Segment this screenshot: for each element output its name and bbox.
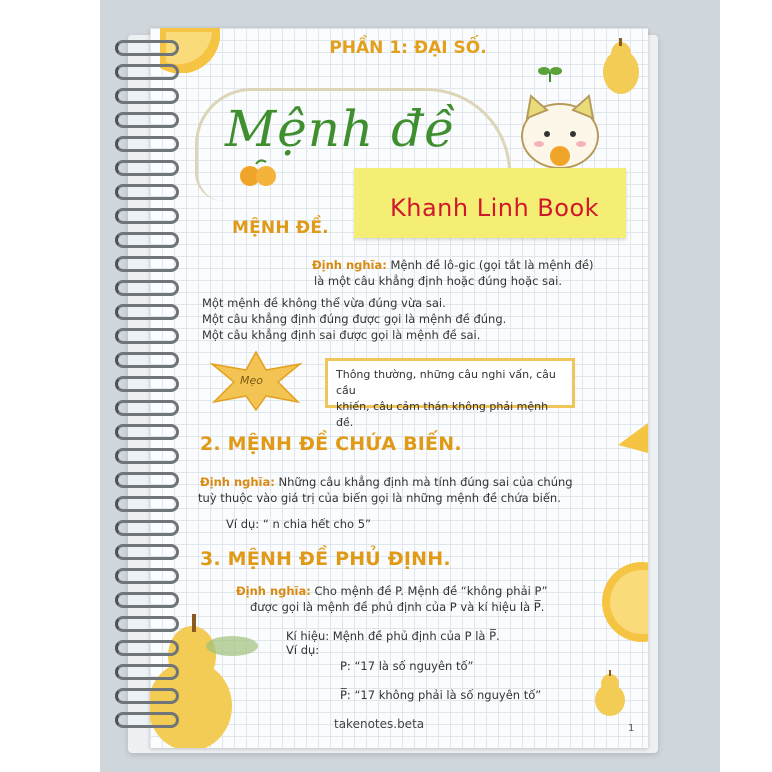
- spiral-ring: [115, 520, 179, 536]
- spiral-ring: [115, 88, 179, 104]
- spiral-ring: [115, 280, 179, 296]
- spiral-ring: [115, 184, 179, 200]
- spiral-ring: [115, 568, 179, 584]
- definition-text: là một câu khẳng định hoặc đúng hoặc sai.: [314, 274, 563, 288]
- section-heading: MỆNH ĐỀ.: [232, 218, 329, 238]
- spiral-ring: [115, 688, 179, 704]
- list-item: Một câu khẳng định sai được gọi là mệnh đề sai.: [202, 328, 481, 342]
- cat-illustration-icon: [515, 90, 605, 170]
- spiral-ring: [115, 160, 179, 176]
- spiral-ring: [115, 400, 179, 416]
- notebook-page: [150, 28, 648, 748]
- definition-line: [312, 257, 594, 273]
- definition-line: [236, 583, 548, 599]
- example-label: Ví dụ:: [286, 643, 320, 657]
- definition-line: [200, 474, 573, 490]
- spiral-ring: [115, 376, 179, 392]
- spiral-ring: [115, 352, 179, 368]
- list-item: Một câu khẳng định đúng được gọi là mệnh đề đúng.: [202, 312, 507, 326]
- pear-icon: [598, 36, 644, 96]
- tip-box: [325, 358, 575, 429]
- spiral-ring: [115, 472, 179, 488]
- spiral-ring: [115, 40, 179, 56]
- definition-text: Mệnh đề lô-gic (gọi tắt là mệnh đề): [390, 258, 594, 272]
- notation-text: Kí hiệu: Mệnh đề phủ định của P là P̅.: [286, 629, 500, 643]
- spiral-ring: [115, 328, 179, 344]
- section-heading: 3. MỆNH ĐỀ PHỦ ĐỊNH.: [200, 548, 451, 570]
- page-number: 1: [628, 723, 635, 734]
- spiral-ring: [115, 424, 179, 440]
- spiral-binding: [115, 40, 185, 740]
- section-heading: 2. MỆNH ĐỀ CHỨA BIẾN.: [200, 433, 462, 455]
- example-text: Ví dụ: “ n chia hết cho 5”: [226, 517, 372, 531]
- tip-label: Mẹo: [240, 374, 263, 387]
- spiral-ring: [115, 640, 179, 656]
- spiral-ring: [115, 448, 179, 464]
- spiral-ring: [115, 112, 179, 128]
- sticky-note: [354, 168, 626, 238]
- spiral-ring: [115, 544, 179, 560]
- spiral-ring: [115, 136, 179, 152]
- definition-text: được gọi là mệnh đề phủ định của P và kí hiệu là P̅.: [250, 600, 545, 614]
- definition-label: Định nghĩa:: [236, 584, 311, 598]
- spiral-ring: [115, 592, 179, 608]
- spiral-ring: [115, 712, 179, 728]
- definition-label: Định nghĩa:: [312, 258, 387, 272]
- definition-text: Những câu khẳng định mà tính đúng sai của chúng: [278, 475, 573, 489]
- spiral-ring: [115, 64, 179, 80]
- spiral-ring: [115, 256, 179, 272]
- definition-text: tuỳ thuộc vào giá trị của biến gọi là những mệnh đề chứa biến.: [198, 491, 561, 505]
- tip-text: Thông thường, những câu nghi vấn, câu cầu: [336, 368, 556, 397]
- orange-slice-icon: [618, 423, 648, 453]
- pear-icon: [590, 668, 630, 718]
- part-title: PHẦN 1: ĐẠI SỐ.: [329, 38, 487, 58]
- spiral-ring: [115, 208, 179, 224]
- sticky-note-text: Khanh Linh Book: [390, 194, 600, 222]
- tip-text: khiến, câu cảm thán không phải mệnh đề.: [336, 400, 549, 429]
- page-title: Mệnh đề: [225, 100, 456, 158]
- orange-slice-icon: [598, 558, 648, 658]
- example-text: P̅: “17 không phải là số nguyên tố”: [340, 688, 542, 702]
- definition-text: Cho mệnh đề P. Mệnh đề “không phải P”: [314, 584, 548, 598]
- spiral-ring: [115, 616, 179, 632]
- spiral-ring: [115, 496, 179, 512]
- definition-label: Định nghĩa:: [200, 475, 275, 489]
- spiral-ring: [115, 232, 179, 248]
- spiral-ring: [115, 664, 179, 680]
- footer-brand: takenotes.beta: [334, 717, 425, 731]
- example-text: P: “17 là số nguyên tố”: [340, 659, 474, 673]
- sprout-icon: [535, 64, 565, 84]
- list-item: Một mệnh đề không thể vừa đúng vừa sai.: [202, 296, 446, 310]
- spiral-ring: [115, 304, 179, 320]
